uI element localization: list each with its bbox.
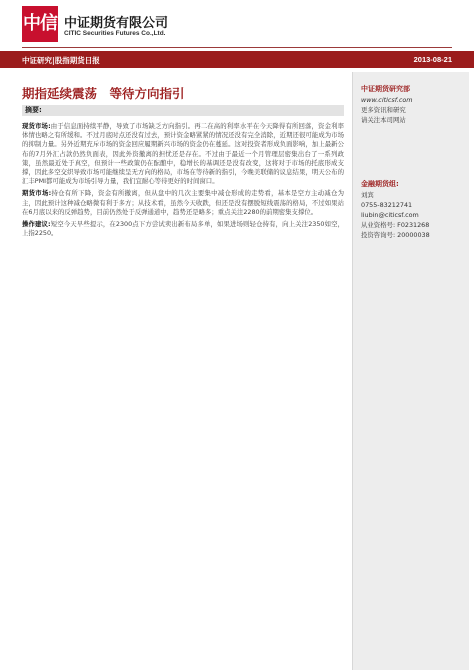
sidebar-person: 刘宾 [361,190,374,199]
abstract-label: 摘要: [22,105,344,116]
sidebar-website-link[interactable]: www.citicsf.com [361,96,413,104]
sidebar-email-link[interactable]: liubin@citicsf.com [361,211,419,220]
company-name-en: CITIC Securities Futures Co.,Ltd. [64,30,166,37]
report-bar [0,51,474,68]
sidebar-more-info-2: 请关注本司网站 [361,116,406,125]
sidebar-more-info-1: 更多资讯和研究 [361,106,406,115]
section-text: 持仓有所下降，资金有所撤离，但从盘中的几次主要集中减仓形成的走势看，基本是空方主动减仓为主，因此预计这种减仓略微有利于多方；从技术看，虽然今天收跌，但还是没有摆脱短线震荡的格局，不过如果站在6月底以来的反弹趋势，目前仍然处于反弹通道中，趋势还是略多；重点关注2280的前期密集支撑位。 [22,189,345,216]
report-title: 期指延续震荡 等待方向指引 [22,86,185,101]
section-text: 短空今天早些提示，在2300点下方尝试卖出新布局多单，如果进场则轻仓持有，向上关注2350如空，上指2250。 [22,220,344,238]
report-date: 2013-08-21 [413,55,452,64]
report-body [22,122,344,241]
section-futures-market [22,189,344,217]
section-text: 由于信息面持续平静，导致了市场缺乏方向指引。再二在高的利率水平在今天降得有所回落，资金利率体情也略之有所缓和。不过月底时点还没有过去，预计资金略紧紧的情况还没有完全消除，近期还很可能成为市场的抑制力量。另外近期充斥市场的资金回应履期新兴市场的资金仍在蔓延。这对投资者形成负面影响，加上最新公布的7月外汇占款仍然负面表，因此外资撤离的担忧还是存在。不过由于最近一个月管理层密集出台了一系列政策，虽然最近处于真空，但预计一些政策仍在酝酿中，稳增长的基调还是没有改变，这将对于市场的托底形成支撑，因此多空交织导致市场可能继续呈无方向的格局，市场在等待新的指引，今晚美联储的议息结果，明天公布的汇丰PMI都可能成为市场引导力量，我们宜耐心等待更好的时间窗口。 [22,122,344,186]
section-label: 现货市场: [22,122,51,130]
sidebar-qual-cert: 从业资格号: F0231268 [361,221,430,230]
sidebar-advisory-no: 投资咨询号: 20000038 [361,231,430,240]
sidebar-group-title: 金融期货组: [361,179,399,188]
sidebar [352,72,469,670]
sidebar-dept-title: 中证期货研究部 [361,85,410,93]
header-divider [22,47,452,48]
section-trading-advice [22,220,344,238]
company-logo [22,6,58,42]
logo-text: 中信 [23,13,57,34]
section-label: 操作建议: [22,220,51,229]
section-label: 期货市场: [22,189,52,198]
sidebar-phone: 0755-83212741 [361,200,413,209]
section-spot-market [22,122,344,186]
report-category: 中证研究|股指期货日报 [22,56,100,65]
company-name-cn: 中证期货有限公司 [64,16,169,31]
